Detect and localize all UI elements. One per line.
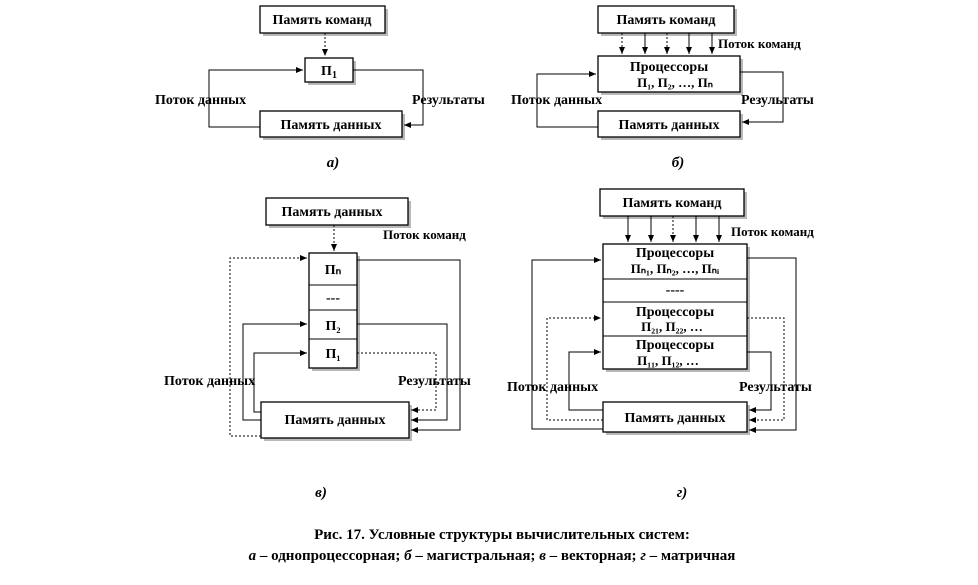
b-data-memory-label: Память данных: [618, 118, 720, 133]
caption-line-1: Рис. 17. Условные структуры вычислительных систем:: [314, 527, 690, 543]
b-processors-title: Процессоры: [629, 60, 709, 75]
caption-line-2: а – однопроцессорная; б – магистральная; в – векторная; г – матричная: [248, 548, 736, 564]
a-processor-label: $П_1$: [321, 64, 337, 81]
b-instruction-flow-label: Поток команд: [718, 36, 801, 51]
v-cell-1: П₁: [325, 347, 341, 362]
a-data-memory-label: Память данных: [280, 118, 382, 133]
g-row2-title: Процессоры: [635, 305, 715, 320]
g-data-flow-2: [547, 318, 603, 420]
v-cell-2: П₂: [325, 319, 341, 334]
g-instruction-flow-label: Поток команд: [731, 224, 814, 239]
diagram-v: [164, 198, 471, 501]
g-row3-title: Процессоры: [635, 338, 715, 353]
a-data-flow-label: Поток данных: [155, 93, 247, 108]
g-results-label: Результаты: [739, 380, 812, 395]
g-row1-title: Процессоры: [635, 246, 715, 261]
b-instruction-memory-label: Память команд: [616, 13, 716, 28]
v-data-memory-top-label: Память данных: [281, 205, 383, 220]
diagram-b: [511, 6, 814, 171]
g-data-flow-n: [532, 260, 603, 429]
g-row2-list: П₂₁, П₂₂, …: [641, 319, 703, 334]
b-data-flow-label: Поток данных: [511, 93, 603, 108]
a-diagram-letter: а): [326, 155, 340, 171]
v-data-memory-label: Память данных: [284, 413, 386, 428]
v-cell-n: Пₙ: [324, 263, 342, 278]
g-data-flow-label: Поток данных: [507, 380, 599, 395]
g-diagram-letter: г): [676, 485, 688, 501]
a-results-label: Результаты: [412, 93, 485, 108]
b-diagram-letter: б): [671, 155, 685, 171]
v-instruction-flow-label: Поток команд: [383, 227, 466, 242]
g-row1-list: Пₙ₁, Пₙ₂, …, Пₙᵢ: [630, 261, 720, 276]
v-diagram-letter: в): [315, 485, 327, 501]
b-results-label: Результаты: [741, 93, 814, 108]
g-instruction-memory-label: Память команд: [622, 196, 722, 211]
g-data-memory-label: Память данных: [624, 411, 726, 426]
g-row-separator: ----: [665, 283, 685, 298]
figure-caption: [249, 527, 736, 564]
a-instruction-memory-label: Память команд: [272, 13, 372, 28]
v-data-flow-label: Поток данных: [164, 374, 256, 389]
b-processors-list: П₁, П₂, …, Пₙ: [637, 75, 713, 90]
diagram-a: [155, 6, 485, 171]
g-row3-list: П₁₁, П₁₂, …: [637, 353, 699, 368]
v-cell-sep: ---: [326, 291, 340, 306]
v-results-label: Результаты: [398, 374, 471, 389]
diagram-g: [507, 189, 814, 501]
g-results-2: [747, 318, 784, 420]
